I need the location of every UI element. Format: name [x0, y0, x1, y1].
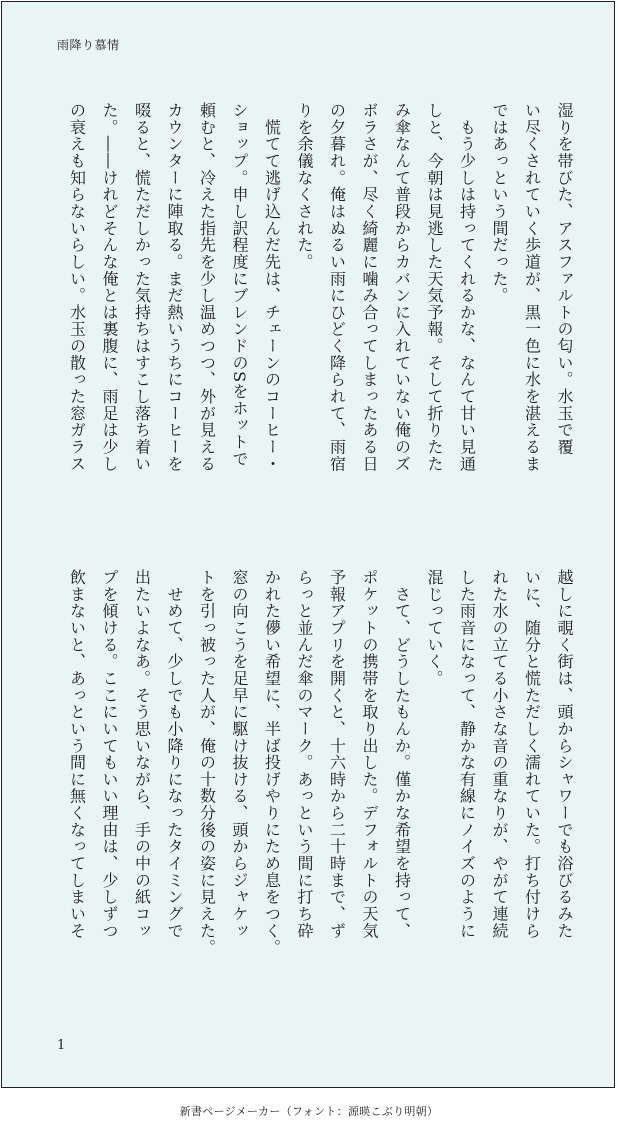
text-line: ではあっという間だった。	[490, 102, 509, 304]
text-line: いに、随分と慌ただしく濡れていた。打ち付けら	[522, 569, 542, 940]
text-line: 啜ると、慌ただしかった気持ちはすこし落ち着い	[132, 102, 152, 473]
text-line: 湿りを帯びた、アスファルトの匂い。水玉で覆	[555, 102, 574, 456]
book-page	[1, 1, 615, 1088]
text-line: りを余儀なくされた。	[295, 102, 314, 271]
text-line: 頼むと、冷えた指先を少し温めつつ、外が見える	[197, 102, 217, 473]
text-line: ボラさが、尽く綺麗に噛み合ってしまったある日	[360, 102, 379, 473]
text-line: た。――けれどそんな俺とは裏腹に、雨足は少し	[100, 102, 119, 473]
text-line: 混じっていく。	[425, 569, 444, 687]
text-line: さて、どうしたもんか。僅かな希望を持って、	[392, 569, 412, 940]
text-line: 飲まないと、あっという間に無くなってしまいそ	[67, 569, 87, 940]
text-line: の夕暮れ。俺はぬるい雨にひどく降られて、雨宿	[327, 102, 347, 473]
text-line: 出たいよなあ。そう思いながら、手の中の紙コッ	[132, 569, 152, 940]
text-block-bottom	[50, 569, 580, 989]
text-line: した雨音になって、静かな有線にノイズのように	[457, 569, 477, 940]
text-line: しと、今朝は見逃した天気予報。そして折りたた	[425, 102, 444, 473]
text-block-top	[50, 102, 580, 522]
text-line: い尽くされていく歩道が、黒一色に水を湛えるま	[522, 102, 542, 473]
text-line: 越しに覗く街は、頭からシャワーでも浴びるみた	[555, 569, 574, 940]
text-line: 慌てて逃げ込んだ先は、チェーンのコーヒー・	[262, 102, 282, 473]
page-number: 1	[57, 1038, 66, 1053]
text-line: カウンターに陣取る。まだ熱いうちにコーヒーを	[165, 102, 184, 473]
text-line: せめて、少しでも小降りになったタイミングで	[165, 569, 184, 940]
text-line: トを引っ被った人が、俺の十数分後の姿に見えた。	[197, 569, 217, 956]
text-line: み傘なんて普段からカバンに入れていない俺のズ	[392, 102, 412, 473]
text-line: ショップ。申し訳程度にブレンドのSをホットで	[230, 102, 249, 468]
text-line: の衰えも知らないらしい。水玉の散った窓ガラス	[67, 102, 87, 473]
text-line: ポケットの携帯を取り出した。デフォルトの天気	[360, 569, 379, 940]
footer-credit: 新書ページメーカー（フォント：源暎こぶり明朝）	[179, 1105, 439, 1118]
text-line: 予報アプリを開くと、十六時から二十時まで、ず	[327, 569, 347, 940]
text-line: もう少しは持ってくれるかな、なんて甘い見通	[457, 102, 477, 473]
text-line: プを傾ける。ここにいてもいい理由は、少しずつ	[100, 569, 119, 940]
text-line: らっと並んだ傘のマーク。あっという間に打ち砕	[295, 569, 314, 940]
text-line: れた水の立てる小さな音の重なりが、やがて連続	[490, 569, 509, 940]
page-title: 雨降り慕情	[57, 38, 120, 52]
text-line: かれた儚い希望に、半ば投げやりにため息をつく。	[262, 569, 282, 956]
text-line: 窓の向こうを足早に駆け抜ける、頭からジャケッ	[230, 569, 249, 940]
